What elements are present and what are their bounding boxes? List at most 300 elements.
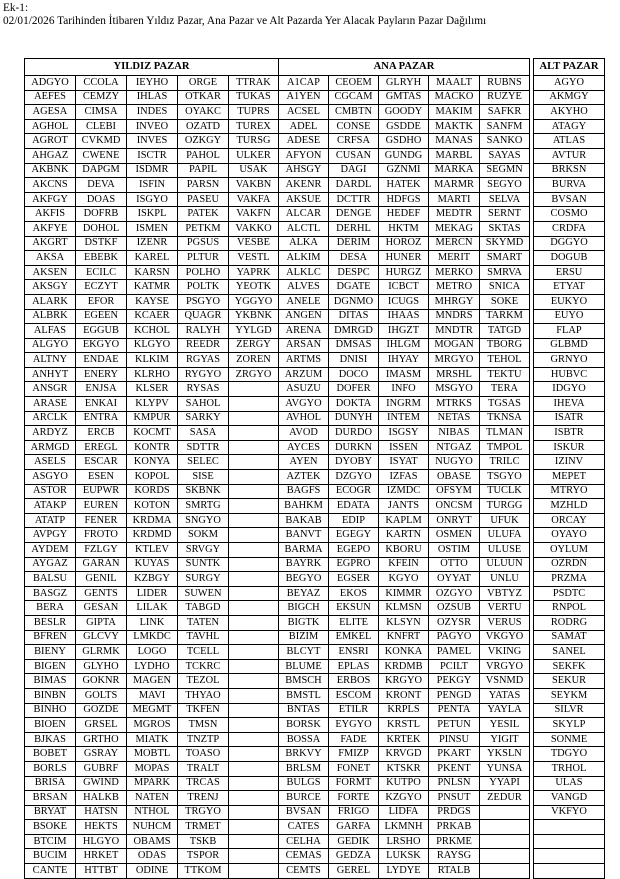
ticker-cell-ana: OZYSR — [429, 615, 480, 630]
ticker-cell-ana: EKOS — [329, 586, 379, 601]
ticker-cell-ana: SANKO — [480, 134, 530, 149]
ticker-cell-ana: INFO — [379, 382, 429, 397]
ticker-cell-yildiz: KOPOL — [127, 470, 178, 485]
ticker-cell-yildiz: BALSU — [25, 572, 76, 587]
ticker-cell-alt: GLBMD — [534, 338, 605, 353]
ticker-cell-yildiz — [229, 470, 279, 485]
ticker-cell-ana: TMPOL — [480, 440, 530, 455]
ticker-cell-yildiz: BFREN — [25, 630, 76, 645]
ticker-cell-ana: TGSAS — [480, 397, 530, 412]
group-header-ana: ANA PAZAR — [279, 59, 530, 76]
ticker-cell-yildiz — [229, 718, 279, 733]
ticker-cell-yildiz: AGHOL — [25, 119, 76, 134]
ticker-cell-ana: CONSE — [329, 119, 379, 134]
ticker-cell-yildiz: SUNTK — [178, 557, 229, 572]
ticker-cell-yildiz: TAVHL — [178, 630, 229, 645]
ticker-cell-yildiz: ZRGYO — [229, 367, 279, 382]
ticker-cell-ana: OSMEN — [429, 528, 480, 543]
ticker-cell-ana: FORMT — [329, 776, 379, 791]
ticker-cell-ana: IZMDC — [379, 484, 429, 499]
ticker-cell-yildiz: TTKOM — [178, 864, 229, 879]
ticker-cell-yildiz: CCOLA — [76, 76, 127, 91]
ticker-cell-ana: IHLGM — [379, 338, 429, 353]
table-row — [25, 294, 605, 309]
ticker-cell-ana: CELHA — [279, 834, 329, 849]
ticker-cell-yildiz: ZERGY — [229, 338, 279, 353]
ticker-cell-yildiz: AKFGY — [25, 192, 76, 207]
ticker-cell-yildiz: GLRMK — [76, 645, 127, 660]
ticker-cell-alt: BRKSN — [534, 163, 605, 178]
ticker-cell-ana: ALVES — [279, 280, 329, 295]
ticker-cell-ana: PNSUT — [429, 791, 480, 806]
ticker-cell-yildiz: PAHOL — [178, 148, 229, 163]
ticker-cell-yildiz: KONYA — [127, 455, 178, 470]
ticker-cell-yildiz: YKBNK — [229, 309, 279, 324]
ticker-cell-ana: ARSAN — [279, 338, 329, 353]
table-row — [25, 732, 605, 747]
ticker-cell-yildiz: BSOKE — [25, 820, 76, 835]
ticker-cell-ana: ONCSM — [429, 499, 480, 514]
ticker-cell-yildiz: OZKGY — [178, 134, 229, 149]
ticker-cell-ana: RUBNS — [480, 76, 530, 91]
ticker-cell-yildiz — [229, 440, 279, 455]
ticker-cell-ana: EGPRO — [329, 557, 379, 572]
ticker-cell-yildiz: SARKY — [178, 411, 229, 426]
ticker-cell-yildiz: ASTOR — [25, 484, 76, 499]
ticker-cell-ana: OSTIM — [429, 543, 480, 558]
ticker-cell-alt: TRHOL — [534, 761, 605, 776]
ticker-cell-ana: ULUSE — [480, 543, 530, 558]
ticker-cell-ana: DUNYH — [329, 411, 379, 426]
ticker-cell-ana: NTGAZ — [429, 440, 480, 455]
ticker-cell-yildiz — [229, 426, 279, 441]
ticker-cell-yildiz: TRMET — [178, 820, 229, 835]
ticker-cell-ana: YYAPI — [480, 776, 530, 791]
table-row — [25, 805, 605, 820]
ticker-cell-ana: TEHOL — [480, 353, 530, 368]
ticker-cell-ana: AFYON — [279, 148, 329, 163]
ticker-cell-ana: MANAS — [429, 134, 480, 149]
ticker-cell-ana: LKMNH — [379, 820, 429, 835]
ticker-cell-yildiz: KRDMA — [127, 513, 178, 528]
ticker-cell-alt: AGYO — [534, 76, 605, 91]
ticker-cell-yildiz: LIDER — [127, 586, 178, 601]
ticker-cell-ana: BURCE — [279, 791, 329, 806]
ticker-cell-yildiz: ARCLK — [25, 411, 76, 426]
ticker-cell-ana: BANVT — [279, 528, 329, 543]
ticker-cell-ana: SANFM — [480, 119, 530, 134]
ticker-cell-yildiz — [229, 557, 279, 572]
ticker-cell-ana: INTEM — [379, 411, 429, 426]
ticker-cell-ana: BAHKM — [279, 499, 329, 514]
ticker-cell-yildiz — [229, 513, 279, 528]
ticker-cell-alt: RODRG — [534, 615, 605, 630]
ticker-cell-alt: TDGYO — [534, 747, 605, 762]
table-row — [25, 674, 605, 689]
ticker-cell-yildiz: GENIL — [76, 572, 127, 587]
ticker-cell-yildiz: BESLR — [25, 615, 76, 630]
ticker-cell-ana: KTSKR — [379, 761, 429, 776]
ticker-cell-ana: MEKAG — [429, 221, 480, 236]
table-row — [25, 397, 605, 412]
ticker-cell-yildiz: AGESA — [25, 105, 76, 120]
table-row — [25, 265, 605, 280]
ticker-cell-yildiz: SOKM — [178, 528, 229, 543]
ticker-cell-yildiz: ANHYT — [25, 367, 76, 382]
ticker-cell-yildiz: YEOTK — [229, 280, 279, 295]
ticker-cell-ana: DESA — [329, 251, 379, 266]
ticker-cell-yildiz: KLYPV — [127, 397, 178, 412]
ticker-cell-alt: PSDTC — [534, 586, 605, 601]
ticker-cell-ana: MARMR — [429, 178, 480, 193]
ticker-cell-yildiz: ARASE — [25, 397, 76, 412]
ticker-cell-ana: ULUUN — [480, 557, 530, 572]
ticker-cell-yildiz — [229, 645, 279, 660]
ticker-cell-ana: EGEPO — [329, 543, 379, 558]
ticker-cell-yildiz: PETKM — [178, 221, 229, 236]
ticker-cell-alt: SEYKM — [534, 688, 605, 703]
ticker-cell-yildiz: MIATK — [127, 732, 178, 747]
ticker-cell-ana: DGNMO — [329, 294, 379, 309]
ticker-cell-yildiz: HALKB — [76, 791, 127, 806]
ticker-cell-ana: BOSSA — [279, 732, 329, 747]
ticker-cell-alt: SKYLP — [534, 718, 605, 733]
table-row — [25, 630, 605, 645]
ticker-cell-ana: KRPLS — [379, 703, 429, 718]
ticker-cell-yildiz: EUREN — [76, 499, 127, 514]
ticker-cell-yildiz: AEFES — [25, 90, 76, 105]
ticker-cell-yildiz: MGROS — [127, 718, 178, 733]
ticker-cell-ana: MARKA — [429, 163, 480, 178]
ticker-cell-yildiz: TABGD — [178, 601, 229, 616]
ticker-cell-yildiz: VAKBN — [229, 178, 279, 193]
ticker-cell-yildiz: ESEN — [76, 470, 127, 485]
ticker-cell-yildiz: DEVA — [76, 178, 127, 193]
ticker-cell-ana: CEMTS — [279, 864, 329, 879]
ticker-cell-ana: MARBL — [429, 148, 480, 163]
ticker-cell-yildiz: SELEC — [178, 455, 229, 470]
ticker-cell-yildiz: AYGAZ — [25, 557, 76, 572]
ticker-cell-yildiz — [229, 411, 279, 426]
ticker-cell-ana: MTRKS — [429, 397, 480, 412]
ticker-cell-ana: UNLU — [480, 572, 530, 587]
ticker-cell-yildiz: HLGYO — [76, 834, 127, 849]
ticker-cell-yildiz: GWIND — [76, 776, 127, 791]
ticker-cell-alt: ISKUR — [534, 440, 605, 455]
ticker-cell-ana: KZGYO — [379, 791, 429, 806]
ticker-cell-yildiz: IHLAS — [127, 90, 178, 105]
ticker-cell-yildiz: GUBRF — [76, 761, 127, 776]
ticker-cell-ana: ACSEL — [279, 105, 329, 120]
ticker-cell-ana: AKENR — [279, 178, 329, 193]
ticker-cell-ana: FMIZP — [329, 747, 379, 762]
ticker-cell-alt: IZINV — [534, 455, 605, 470]
ticker-cell-ana: MERKO — [429, 265, 480, 280]
ticker-cell-yildiz: TKFEN — [178, 703, 229, 718]
ticker-cell-ana: EGSER — [329, 572, 379, 587]
ticker-cell-yildiz: AKFYE — [25, 221, 76, 236]
ticker-cell-alt — [534, 834, 605, 849]
ticker-cell-ana: DNISI — [329, 353, 379, 368]
ticker-cell-ana: EPLAS — [329, 659, 379, 674]
table-row — [25, 572, 605, 587]
ticker-cell-yildiz: ADGYO — [25, 76, 76, 91]
ticker-cell-alt: OYAYO — [534, 528, 605, 543]
ticker-cell-yildiz — [229, 586, 279, 601]
ticker-cell-yildiz: TRENJ — [178, 791, 229, 806]
table-row — [25, 105, 605, 120]
ticker-cell-yildiz: SMRTG — [178, 499, 229, 514]
ticker-cell-ana: OZSUB — [429, 601, 480, 616]
ticker-cell-ana: MNDRS — [429, 309, 480, 324]
ticker-cell-yildiz: AHGAZ — [25, 148, 76, 163]
ticker-cell-yildiz: TSPOR — [178, 849, 229, 864]
ticker-cell-ana: PKENT — [429, 761, 480, 776]
ticker-cell-ana: MACKO — [429, 90, 480, 105]
ticker-cell-alt: ISATR — [534, 411, 605, 426]
ticker-cell-ana: PAGYO — [429, 630, 480, 645]
ticker-cell-yildiz — [229, 572, 279, 587]
ticker-cell-yildiz — [229, 732, 279, 747]
ticker-cell-yildiz: LILAK — [127, 601, 178, 616]
ticker-cell-yildiz: KZBGY — [127, 572, 178, 587]
ticker-cell-ana: YUNSA — [480, 761, 530, 776]
ticker-cell-yildiz: BINBN — [25, 688, 76, 703]
ticker-cell-ana: KLSYN — [379, 615, 429, 630]
table-row — [25, 440, 605, 455]
ticker-cell-ana: ENSRI — [329, 645, 379, 660]
ticker-cell-ana: SKTAS — [480, 221, 530, 236]
ticker-cell-yildiz: SASA — [178, 426, 229, 441]
ticker-cell-ana: VKGYO — [480, 630, 530, 645]
table-row — [25, 207, 605, 222]
ticker-cell-ana: JANTS — [379, 499, 429, 514]
table-row — [25, 615, 605, 630]
ticker-cell-ana: YIGIT — [480, 732, 530, 747]
ticker-cell-alt: ETYAT — [534, 280, 605, 295]
ticker-cell-yildiz: HTTBT — [76, 864, 127, 879]
table-row — [25, 791, 605, 806]
ticker-cell-yildiz: SDTTR — [178, 440, 229, 455]
ticker-cell-ana: MERIT — [429, 251, 480, 266]
ticker-cell-yildiz: EGGUB — [76, 324, 127, 339]
ticker-cell-yildiz: ENTRA — [76, 411, 127, 426]
ticker-cell-ana: CEOEM — [329, 76, 379, 91]
ticker-cell-yildiz — [229, 630, 279, 645]
ticker-cell-yildiz: MOBTL — [127, 747, 178, 762]
ticker-cell-yildiz: ULKER — [229, 148, 279, 163]
ticker-cell-yildiz: NTHOL — [127, 805, 178, 820]
ticker-cell-alt: MZHLD — [534, 499, 605, 514]
ticker-cell-ana: KBORU — [379, 543, 429, 558]
ticker-cell-yildiz: TATEN — [178, 615, 229, 630]
ticker-cell-ana: PETUN — [429, 718, 480, 733]
table-row — [25, 353, 605, 368]
ticker-cell-ana: DOKTA — [329, 397, 379, 412]
ticker-cell-ana: OTTO — [429, 557, 480, 572]
ticker-cell-yildiz: CLEBI — [76, 119, 127, 134]
ticker-cell-yildiz: TURSG — [229, 134, 279, 149]
table-row — [25, 280, 605, 295]
ticker-cell-ana: AKSUE — [279, 192, 329, 207]
table-row — [25, 119, 605, 134]
ticker-cell-alt: MEPET — [534, 470, 605, 485]
ticker-cell-ana: ANELE — [279, 294, 329, 309]
ticker-cell-alt: DOGUB — [534, 251, 605, 266]
ticker-cell-yildiz: ODINE — [127, 864, 178, 879]
ticker-cell-alt: DGGYO — [534, 236, 605, 251]
ticker-cell-ana: HURGZ — [379, 265, 429, 280]
ticker-cell-yildiz: SKBNK — [178, 484, 229, 499]
ticker-cell-ana: PENTA — [429, 703, 480, 718]
ticker-cell-yildiz: ISCTR — [127, 148, 178, 163]
ticker-cell-yildiz: SRVGY — [178, 543, 229, 558]
ticker-cell-ana: A1YEN — [279, 90, 329, 105]
ticker-cell-ana: ADEL — [279, 119, 329, 134]
ticker-cell-ana: MSGYO — [429, 382, 480, 397]
ticker-cell-yildiz: BINHO — [25, 703, 76, 718]
ticker-cell-yildiz — [229, 674, 279, 689]
ticker-cell-alt: SONME — [534, 732, 605, 747]
ticker-cell-yildiz — [229, 455, 279, 470]
ticker-cell-ana: PRKAB — [429, 820, 480, 835]
ticker-cell-ana: KRSTL — [379, 718, 429, 733]
ticker-cell-yildiz: DOFRB — [76, 207, 127, 222]
ticker-cell-yildiz: ALTNY — [25, 353, 76, 368]
ticker-cell-ana: BMSTL — [279, 688, 329, 703]
ticker-cell-yildiz: KONTR — [127, 440, 178, 455]
table-row — [25, 688, 605, 703]
ticker-cell-ana: PENGD — [429, 688, 480, 703]
ticker-cell-ana: TUCLK — [480, 484, 530, 499]
ticker-cell-yildiz: TOASO — [178, 747, 229, 762]
ticker-cell-alt: ATAGY — [534, 119, 605, 134]
ticker-cell-yildiz: ISFIN — [127, 178, 178, 193]
table-body — [25, 76, 605, 879]
ticker-cell-yildiz: AGROT — [25, 134, 76, 149]
ticker-cell-ana: TURGG — [480, 499, 530, 514]
ticker-cell-alt: SANEL — [534, 645, 605, 660]
ticker-cell-yildiz: KUYAS — [127, 557, 178, 572]
ticker-cell-ana: LIDFA — [379, 805, 429, 820]
ticker-cell-yildiz: EFOR — [76, 294, 127, 309]
ticker-cell-yildiz: TCKRC — [178, 659, 229, 674]
ticker-cell-ana: SERNT — [480, 207, 530, 222]
ticker-cell-ana: DITAS — [329, 309, 379, 324]
ticker-cell-yildiz: HEKTS — [76, 820, 127, 835]
ticker-cell-yildiz: ISGYO — [127, 192, 178, 207]
ticker-cell-ana: HATEK — [379, 178, 429, 193]
ticker-cell-ana: MARTI — [429, 192, 480, 207]
ticker-cell-yildiz: TNZTP — [178, 732, 229, 747]
ticker-cell-alt — [534, 864, 605, 879]
ticker-cell-yildiz: ERCB — [76, 426, 127, 441]
ticker-cell-yildiz: PGSUS — [178, 236, 229, 251]
ticker-cell-ana: KRVGD — [379, 747, 429, 762]
ticker-cell-yildiz: AKSGY — [25, 280, 76, 295]
ticker-cell-yildiz: BRISA — [25, 776, 76, 791]
ticker-cell-yildiz: MOPAS — [127, 761, 178, 776]
ticker-cell-yildiz: ISDMR — [127, 163, 178, 178]
ticker-cell-yildiz: VESBE — [229, 236, 279, 251]
ticker-cell-yildiz: KATMR — [127, 280, 178, 295]
ticker-cell-ana: DMRGD — [329, 324, 379, 339]
ticker-cell-ana: HDFGS — [379, 192, 429, 207]
ticker-cell-ana: ARENA — [279, 324, 329, 339]
ticker-cell-ana: ONRYT — [429, 513, 480, 528]
ticker-cell-ana: ANGEN — [279, 309, 329, 324]
ticker-cell-yildiz: TMSN — [178, 718, 229, 733]
ticker-cell-yildiz: FENER — [76, 513, 127, 528]
ticker-cell-yildiz: PASEU — [178, 192, 229, 207]
ticker-cell-yildiz: ECZYT — [76, 280, 127, 295]
ticker-cell-yildiz: LYDHO — [127, 659, 178, 674]
ticker-cell-yildiz: KORDS — [127, 484, 178, 499]
ticker-cell-ana: SAYAS — [480, 148, 530, 163]
ticker-cell-ana: ADESE — [279, 134, 329, 149]
ticker-cell-ana: DENGE — [329, 207, 379, 222]
ticker-cell-ana: TBORG — [480, 338, 530, 353]
ticker-cell-ana: LUKSK — [379, 849, 429, 864]
ticker-cell-yildiz — [229, 864, 279, 879]
ticker-cell-yildiz: ASELS — [25, 455, 76, 470]
table-row — [25, 309, 605, 324]
ticker-cell-yildiz — [229, 703, 279, 718]
group-header-alt: ALT PAZAR — [534, 59, 605, 76]
ticker-cell-ana: ESCOM — [329, 688, 379, 703]
ticker-cell-ana: BMSCH — [279, 674, 329, 689]
ticker-cell-yildiz: AKFIS — [25, 207, 76, 222]
ticker-cell-yildiz: ANSGR — [25, 382, 76, 397]
ticker-cell-alt: FLAP — [534, 324, 605, 339]
ticker-cell-ana: KNFRT — [379, 630, 429, 645]
ticker-cell-yildiz: TUPRS — [229, 105, 279, 120]
ticker-cell-ana: MERCN — [429, 236, 480, 251]
ticker-cell-alt: VKFYO — [534, 805, 605, 820]
ticker-cell-ana: INGRM — [379, 397, 429, 412]
ticker-cell-yildiz: KAREL — [127, 251, 178, 266]
ticker-cell-yildiz: VAKFA — [229, 192, 279, 207]
ticker-cell-ana: RAYSG — [429, 849, 480, 864]
ticker-cell-yildiz — [229, 601, 279, 616]
ticker-cell-yildiz: HATSN — [76, 805, 127, 820]
table-row — [25, 718, 605, 733]
ticker-cell-ana: FORTE — [329, 791, 379, 806]
ticker-cell-ana: GOODY — [379, 105, 429, 120]
ticker-cell-yildiz: BIOEN — [25, 718, 76, 733]
ticker-cell-yildiz: OYAKC — [178, 105, 229, 120]
ticker-cell-alt: ISBTR — [534, 426, 605, 441]
ticker-cell-ana: METRO — [429, 280, 480, 295]
ticker-cell-yildiz: ARMGD — [25, 440, 76, 455]
ticker-cell-yildiz: HRKET — [76, 849, 127, 864]
ticker-cell-ana: DARDL — [329, 178, 379, 193]
ticker-cell-ana: BLUME — [279, 659, 329, 674]
table-row — [25, 601, 605, 616]
table-row — [25, 367, 605, 382]
ticker-cell-yildiz: AKGRT — [25, 236, 76, 251]
ticker-cell-ana: AVGYO — [279, 397, 329, 412]
ticker-cell-ana: VERTU — [480, 601, 530, 616]
ticker-cell-ana: ASUZU — [279, 382, 329, 397]
ticker-cell-ana: GUNDG — [379, 148, 429, 163]
ticker-cell-ana: SNICA — [480, 280, 530, 295]
ticker-cell-alt: SEKUR — [534, 674, 605, 689]
ticker-cell-yildiz: BRYAT — [25, 805, 76, 820]
ticker-cell-ana: BIGCH — [279, 601, 329, 616]
ticker-cell-alt — [534, 849, 605, 864]
ticker-cell-ana: EDIP — [329, 513, 379, 528]
